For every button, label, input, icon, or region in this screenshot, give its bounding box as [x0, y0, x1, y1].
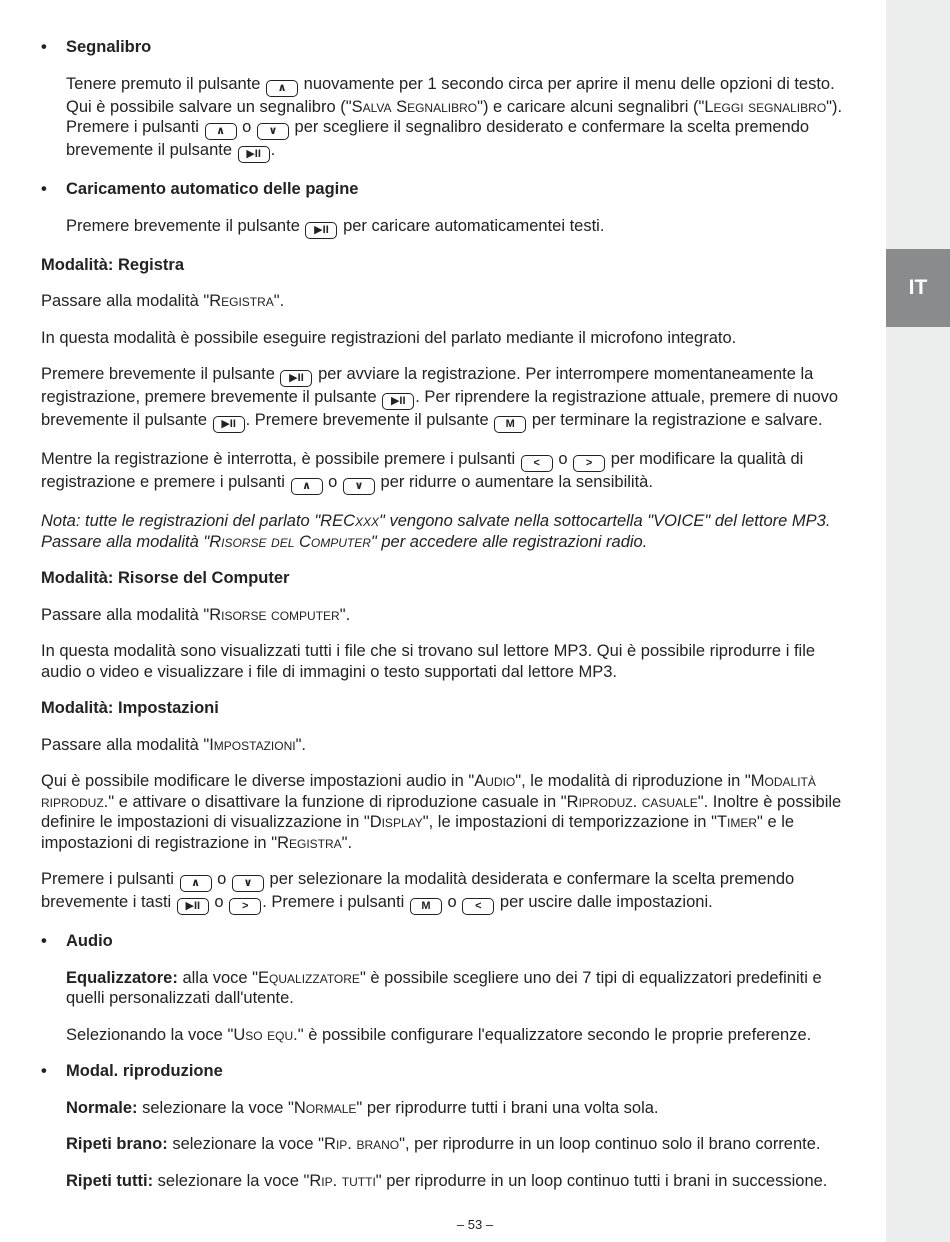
heading-text: Segnalibro	[66, 38, 152, 56]
text: o	[214, 893, 224, 911]
text: " vengono salvate nella sottocartella "VOICE" del lettore MP3.	[379, 512, 831, 530]
menu-term: Salva Segnalibro	[351, 97, 478, 116]
text: Premere brevemente il pulsante	[41, 365, 275, 383]
page-number: – 53 –	[456, 1217, 494, 1232]
text: " e attivare o disattivare la funzione di riproduzione casuale in "	[108, 792, 567, 811]
paragraph-resources-mode	[41, 605, 851, 626]
text: per uscire dalle impostazioni.	[499, 893, 713, 911]
bullet: •	[41, 38, 47, 56]
text: " per riprodurre in un loop continuo tutti i brani in successione.	[375, 1171, 828, 1190]
text: Qui è possibile modificare le diverse impostazioni audio in "	[41, 772, 475, 790]
menu-term: Riproduz. casuale	[566, 792, 698, 811]
text: " è possibile scegliere uno dei 7 tipi di equalizzatori predefiniti e quelli personalizzati dall'utente.	[66, 968, 822, 1007]
text: ", per riprodurre in un loop continuo solo il brano corrente.	[399, 1135, 821, 1153]
menu-term: Risorse computer	[209, 605, 340, 624]
up-key-icon: ∧	[291, 478, 323, 495]
text: Tenere premuto il pulsante	[66, 74, 261, 93]
bullet: •	[41, 180, 47, 198]
text: per selezionare la modalità desiderata e confermare la scelta premendo brevemente i tasti	[41, 870, 795, 911]
heading-text: Audio	[66, 932, 113, 950]
right-key-icon: >	[229, 898, 261, 915]
menu-term: Rip. tutti	[309, 1171, 376, 1190]
up-key-icon: ∧	[266, 80, 298, 97]
text: o	[447, 893, 457, 911]
text: selezionare la voce "	[157, 1171, 310, 1190]
text: " è possibile configurare l'equalizzatore secondo le proprie preferenze.	[297, 1025, 812, 1044]
paragraph-settings-mode	[41, 735, 851, 756]
paragraph-resources-intro: In questa modalità sono visualizzati tutti i file che si trovano sul lettore MP3. Qui è possibile riprodurre i file audio o video e visualizzare i file di immagini o testo supportati dal lettore MP3.	[41, 642, 816, 681]
paragraph-equalizer	[41, 968, 851, 1009]
section-heading-bookmark	[41, 37, 851, 58]
text: ", le impostazioni di temporizzazione in "	[422, 813, 717, 831]
paragraph-autoload	[41, 216, 851, 239]
play-pause-key-icon: ▶II	[382, 393, 414, 410]
play-pause-key-icon: ▶II	[177, 898, 209, 915]
text: ".	[341, 833, 353, 852]
note-recordings	[41, 511, 851, 552]
paragraph-bookmark	[41, 74, 851, 164]
menu-term: Normale	[293, 1098, 357, 1117]
text: Selezionando la voce "	[66, 1025, 234, 1044]
text: Passare alla modalità "	[41, 735, 210, 754]
menu-term: Registra	[209, 292, 274, 310]
text: per ridurre o aumentare la sensibilità.	[380, 473, 653, 491]
section-heading-settings: Modalità: Impostazioni	[41, 699, 219, 717]
left-key-icon: <	[462, 898, 494, 915]
text: Passare alla modalità "	[41, 605, 210, 624]
menu-term: Modalità riproduz.	[41, 772, 816, 811]
paragraph-record-controls	[41, 364, 851, 433]
text: .	[270, 141, 276, 159]
term-label: Equalizzatore:	[66, 968, 178, 987]
menu-term: Risorse del Computer	[209, 532, 371, 551]
left-key-icon: <	[521, 455, 553, 472]
text: selezionare la voce "	[142, 1098, 294, 1117]
bullet: •	[41, 932, 47, 950]
text: selezionare la voce "	[172, 1135, 325, 1153]
menu-term: Uso equ.	[233, 1025, 298, 1044]
menu-term: Audio	[474, 772, 516, 790]
play-pause-key-icon: ▶II	[305, 222, 337, 239]
paragraph-repeat-all	[41, 1171, 851, 1192]
paragraph-repeat-track	[41, 1134, 851, 1155]
paragraph-record-intro: In questa modalità è possibile eseguire registrazioni del parlato mediante il microfono integrato.	[41, 328, 737, 347]
down-key-icon: ∨	[232, 875, 264, 892]
heading-text: Modal. riproduzione	[66, 1062, 223, 1080]
side-margin-strip	[886, 0, 950, 1242]
text: Passare alla modalità "	[41, 292, 210, 310]
text: ".	[273, 292, 285, 310]
text: ".	[339, 605, 351, 624]
text: Premere brevemente il pulsante	[66, 216, 300, 235]
section-heading-playmode	[41, 1061, 851, 1082]
text: " per accedere alle registrazioni radio.	[370, 532, 648, 551]
text: nuovamente per 1 secondo circa per aprire il menu delle opzioni di testo. Qui è possibile salvare un segnalibro ("	[66, 74, 835, 116]
term-label: Ripeti brano:	[66, 1135, 168, 1153]
paragraph-settings-overview	[41, 771, 851, 853]
text: . Per riprendere la registrazione attuale, premere di nuovo brevemente il pulsante	[41, 388, 839, 429]
menu-term: Timer	[716, 813, 758, 831]
play-pause-key-icon: ▶II	[280, 370, 312, 387]
menu-term: Registra	[277, 833, 342, 852]
text: Mentre la registrazione è interrotta, è possibile premere i pulsanti	[41, 450, 516, 468]
language-tab-label: IT	[908, 275, 928, 299]
text: Passare alla modalità "	[41, 532, 210, 551]
paragraph-record-mode	[41, 291, 851, 312]
menu-term: xxx	[355, 512, 380, 530]
menu-term: Impostazioni	[209, 735, 296, 754]
text: . Premere brevemente il pulsante	[245, 411, 489, 429]
up-key-icon: ∧	[205, 123, 237, 140]
paragraph-record-quality	[41, 449, 851, 495]
right-key-icon: >	[573, 455, 605, 472]
paragraph-settings-navigation	[41, 869, 851, 915]
m-key-icon: M	[494, 416, 526, 433]
term-label: Ripeti tutti:	[66, 1171, 154, 1190]
text: ". Inoltre è possibile definire le impostazioni di visualizzazione in "	[41, 792, 842, 831]
text: o	[558, 450, 568, 468]
menu-term: Rip. brano	[324, 1135, 400, 1153]
text: " e le impostazioni di registrazione in "	[41, 813, 795, 852]
text: per avviare la registrazione. Per interrompere momentaneamente la registrazione, premere brevemente il pulsante	[41, 365, 814, 406]
text: per scegliere il segnalibro desiderato e confermare la scelta premendo brevemente il pulsante	[66, 118, 810, 159]
play-pause-key-icon: ▶II	[213, 416, 245, 433]
text: ", le modalità di riproduzione in "	[515, 772, 751, 790]
term-label: Normale:	[66, 1098, 138, 1117]
text: "). Premere i pulsanti	[66, 97, 843, 136]
text: per terminare la registrazione e salvare.	[531, 411, 823, 429]
text: alla voce "	[182, 968, 259, 987]
down-key-icon: ∨	[257, 123, 289, 140]
menu-term: Leggi segnalibro	[704, 97, 827, 116]
text: Premere i pulsanti	[41, 870, 174, 888]
text: o	[242, 118, 252, 136]
language-tab	[886, 249, 950, 327]
manual-page-content	[41, 37, 851, 1207]
section-heading-record: Modalità: Registra	[41, 255, 185, 274]
paragraph-normal	[41, 1098, 851, 1119]
menu-term: Equalizzatore	[258, 968, 360, 987]
text: ") e caricare alcuni segnalibri ("	[477, 97, 705, 116]
section-heading-resources: Modalità: Risorse del Computer	[41, 569, 290, 587]
text: per modificare la qualità di registrazione e premere i pulsanti	[41, 450, 804, 491]
bullet: •	[41, 1062, 47, 1080]
menu-term: Display	[369, 813, 423, 831]
up-key-icon: ∧	[180, 875, 212, 892]
down-key-icon: ∨	[343, 478, 375, 495]
section-heading-audio	[41, 931, 851, 952]
text: ".	[295, 735, 307, 754]
text: . Premere i pulsanti	[262, 893, 405, 911]
text: per caricare automaticamentei testi.	[343, 216, 605, 235]
m-key-icon: M	[410, 898, 442, 915]
heading-text: Caricamento automatico delle pagine	[66, 180, 359, 198]
text: Nota: tutte le registrazioni del parlato "REC	[41, 512, 356, 530]
text: o	[328, 473, 338, 491]
paragraph-user-eq	[41, 1025, 851, 1046]
text: o	[217, 870, 227, 888]
text: " per riprodurre tutti i brani una volta sola.	[356, 1098, 659, 1117]
section-heading-autoload	[41, 179, 851, 200]
play-pause-key-icon: ▶II	[238, 146, 270, 163]
